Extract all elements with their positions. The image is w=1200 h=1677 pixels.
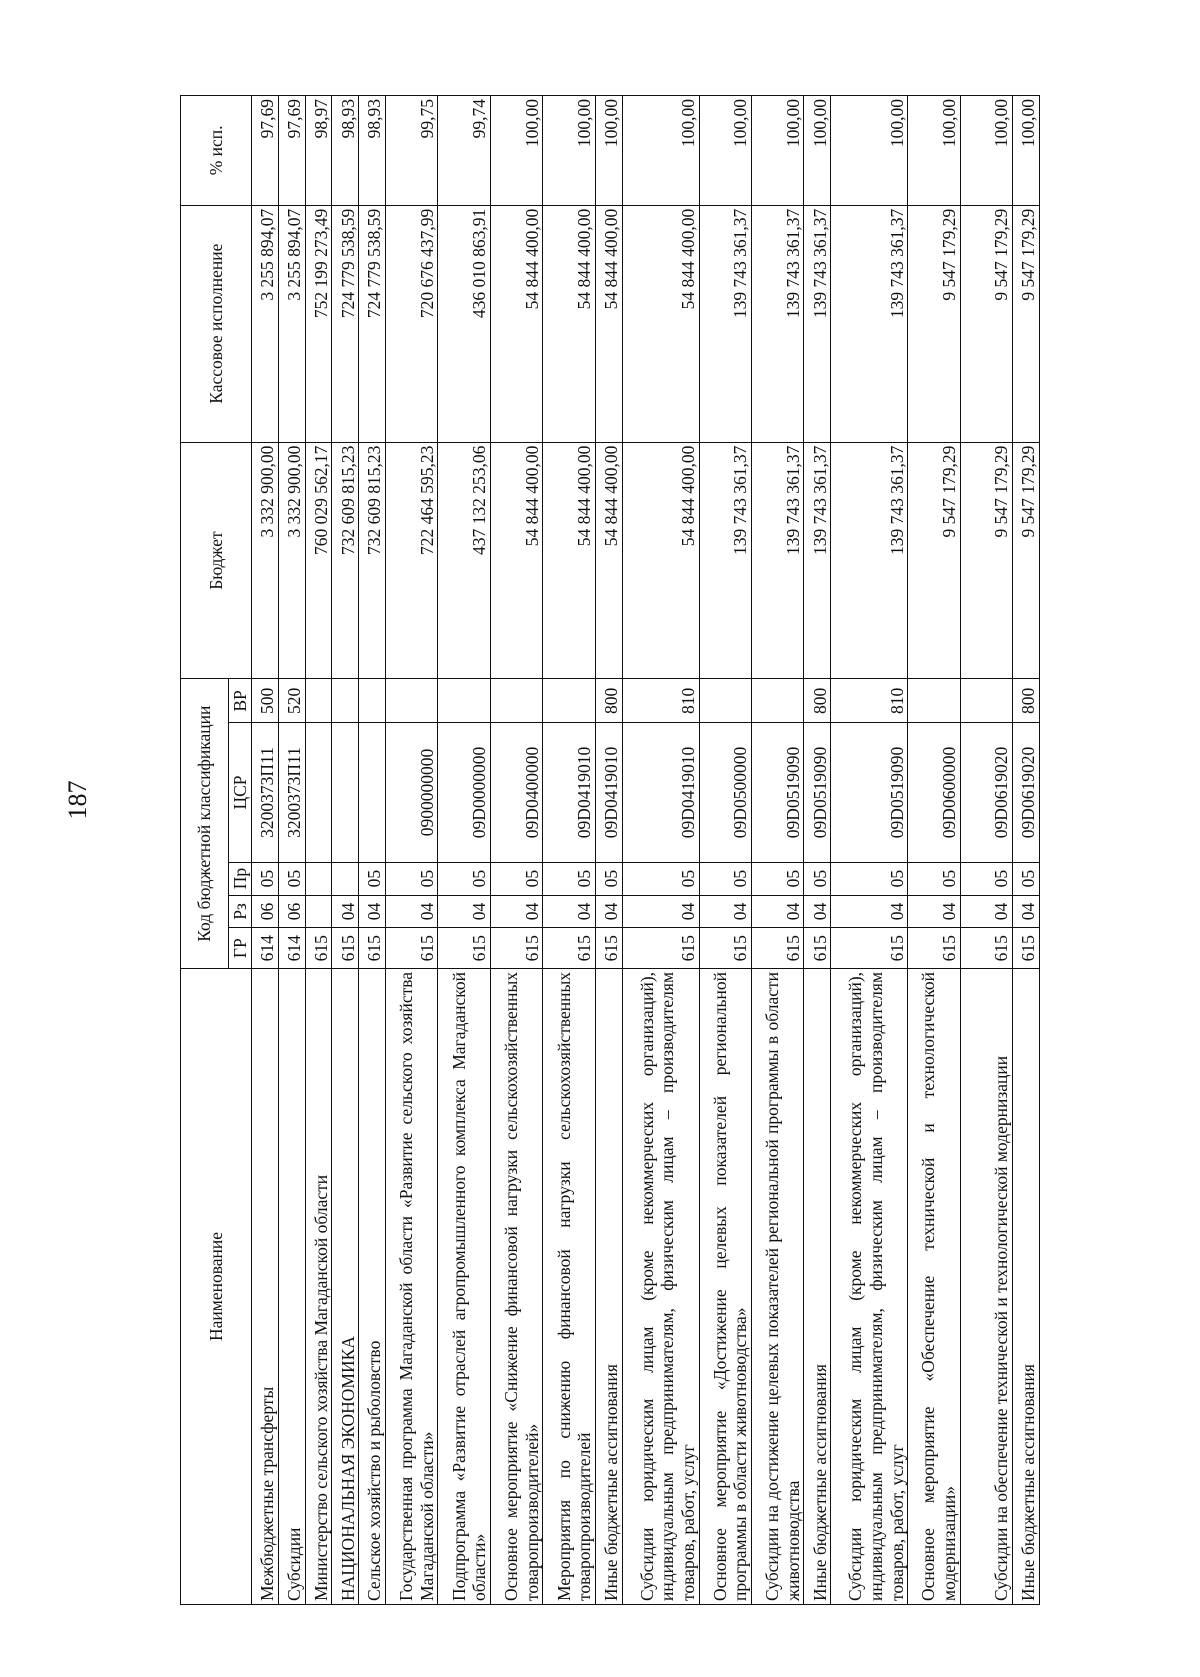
cell-budget: 732 609 815,23: [359, 442, 386, 679]
cell-vr: 500: [252, 679, 279, 723]
cell-budget: 9 547 179,29: [1013, 442, 1040, 679]
cell-gr: 615: [908, 928, 960, 969]
cell-csr: [305, 723, 332, 862]
table-body: [252, 96, 1040, 1605]
cell-csr: 09D0000000: [438, 723, 490, 862]
cell-cash: 3 255 894,07: [252, 205, 279, 442]
cell-cash: 139 743 361,37: [751, 205, 803, 442]
cell-pct: 98,97: [305, 96, 332, 206]
table-row: [831, 96, 908, 1605]
cell-name: Субсидии юридическим лицам (кроме некоммерческих организаций), индивидуальным предпринимателям, физическим лицам – производителям товаров, работ, услуг: [831, 968, 908, 1604]
cell-name: Государственная программа Магаданской области «Развитие сельского хозяйства Магаданской области»: [385, 968, 437, 1604]
cell-name: Межбюджетные трансферты: [252, 968, 279, 1604]
table-row: [359, 96, 386, 1605]
table-row: [595, 96, 622, 1605]
cell-csr: [359, 723, 386, 862]
cell-cash: 3 255 894,07: [278, 205, 305, 442]
rotated-table-container: [180, 95, 1040, 1605]
cell-pct: 97,69: [278, 96, 305, 206]
cell-name: Основное мероприятие «Достижение целевых показателей региональной программы в области животноводства»: [699, 968, 751, 1604]
cell-name: Субсидии юридическим лицам (кроме некоммерческих организаций), индивидуальным предпринимателям, физическим лицам – производителям товаров, работ, услуг: [622, 968, 699, 1604]
cell-cash: 720 676 437,99: [385, 205, 437, 442]
cell-name: Основное мероприятие «Обеспечение технической и технологической модернизации»: [908, 968, 960, 1604]
cell-name: Подпрограмма «Развитие отраслей агропромышленного комплекса Магаданской области»: [438, 968, 490, 1604]
cell-csr: 09D0419010: [622, 723, 699, 862]
cell-budget: 54 844 400,00: [622, 442, 699, 679]
cell-gr: 615: [305, 928, 332, 969]
cell-name: Субсидии на обеспечение технической и технологической модернизации: [960, 968, 1012, 1604]
table-row: [908, 96, 960, 1605]
cell-pr: 05: [804, 862, 831, 895]
cell-rz: 04: [831, 895, 908, 928]
cell-name: Министерство сельского хозяйства Магаданской области: [305, 968, 332, 1604]
cell-vr: [908, 679, 960, 723]
cell-rz: 04: [332, 895, 359, 928]
table-row: [622, 96, 699, 1605]
table-row: [278, 96, 305, 1605]
cell-name: Иные бюджетные ассигнования: [804, 968, 831, 1604]
header-pct: % исп.: [181, 96, 252, 206]
cell-gr: 615: [831, 928, 908, 969]
cell-pct: 99,74: [438, 96, 490, 206]
cell-csr: 0900000000: [385, 723, 437, 862]
cell-cash: 139 743 361,37: [699, 205, 751, 442]
cell-budget: 722 464 595,23: [385, 442, 437, 679]
header-budget: Бюджет: [181, 442, 252, 679]
table-row: [960, 96, 1012, 1605]
cell-rz: 04: [699, 895, 751, 928]
cell-budget: 139 743 361,37: [699, 442, 751, 679]
cell-vr: 810: [622, 679, 699, 723]
table-row: [490, 96, 542, 1605]
cell-gr: 615: [622, 928, 699, 969]
cell-pr: 05: [359, 862, 386, 895]
cell-csr: 3200373П11: [252, 723, 279, 862]
cell-csr: 3200373П11: [278, 723, 305, 862]
cell-pct: 100,00: [595, 96, 622, 206]
cell-gr: 615: [595, 928, 622, 969]
cell-rz: 04: [438, 895, 490, 928]
cell-pr: 05: [1013, 862, 1040, 895]
cell-csr: 09D0600000: [908, 723, 960, 862]
cell-gr: 615: [699, 928, 751, 969]
cell-gr: 615: [438, 928, 490, 969]
cell-rz: 04: [490, 895, 542, 928]
cell-budget: 54 844 400,00: [543, 442, 595, 679]
header-rz: Рз: [229, 895, 252, 928]
cell-name: Основное мероприятие «Снижение финансовой нагрузки сельскохозяйственных товаропроизводителей»: [490, 968, 542, 1604]
cell-budget: 3 332 900,00: [278, 442, 305, 679]
cell-rz: 04: [804, 895, 831, 928]
cell-cash: 752 199 273,49: [305, 205, 332, 442]
cell-pct: 98,93: [359, 96, 386, 206]
cell-vr: [699, 679, 751, 723]
table-row: [385, 96, 437, 1605]
cell-rz: 04: [385, 895, 437, 928]
table-row: [751, 96, 803, 1605]
cell-rz: 06: [278, 895, 305, 928]
cell-vr: [385, 679, 437, 723]
page-number: 187: [63, 780, 92, 820]
budget-table: [180, 95, 1040, 1605]
cell-pct: 100,00: [960, 96, 1012, 206]
header-code-group: Код бюджетной классификации: [181, 679, 229, 969]
cell-vr: [438, 679, 490, 723]
cell-gr: 615: [751, 928, 803, 969]
cell-pct: 100,00: [751, 96, 803, 206]
cell-rz: 04: [359, 895, 386, 928]
cell-vr: [960, 679, 1012, 723]
cell-cash: 9 547 179,29: [1013, 205, 1040, 442]
cell-pr: 05: [595, 862, 622, 895]
cell-vr: [751, 679, 803, 723]
cell-csr: 09D0519090: [831, 723, 908, 862]
cell-pr: 05: [699, 862, 751, 895]
cell-vr: 800: [1013, 679, 1040, 723]
cell-budget: 54 844 400,00: [595, 442, 622, 679]
cell-csr: 09D0619020: [960, 723, 1012, 862]
table-row: [1013, 96, 1040, 1605]
cell-cash: 54 844 400,00: [595, 205, 622, 442]
table-row: [332, 96, 359, 1605]
cell-pct: 100,00: [831, 96, 908, 206]
cell-vr: [490, 679, 542, 723]
cell-pr: [332, 862, 359, 895]
cell-gr: 614: [252, 928, 279, 969]
cell-cash: 139 743 361,37: [804, 205, 831, 442]
cell-pr: [305, 862, 332, 895]
cell-budget: 3 332 900,00: [252, 442, 279, 679]
cell-csr: 09D0400000: [490, 723, 542, 862]
cell-pr: 05: [908, 862, 960, 895]
cell-rz: 04: [1013, 895, 1040, 928]
cell-pct: 100,00: [908, 96, 960, 206]
cell-rz: 04: [595, 895, 622, 928]
cell-pr: 05: [490, 862, 542, 895]
cell-gr: 615: [332, 928, 359, 969]
cell-cash: 724 779 538,59: [359, 205, 386, 442]
cell-rz: 04: [751, 895, 803, 928]
cell-gr: 615: [543, 928, 595, 969]
cell-name: НАЦИОНАЛЬНАЯ ЭКОНОМИКА: [332, 968, 359, 1604]
cell-name: Иные бюджетные ассигнования: [595, 968, 622, 1604]
cell-pr: 05: [438, 862, 490, 895]
cell-csr: [332, 723, 359, 862]
table-row: [804, 96, 831, 1605]
cell-pct: 100,00: [543, 96, 595, 206]
cell-pr: 05: [960, 862, 1012, 895]
table-header: [181, 96, 252, 1605]
cell-vr: 800: [804, 679, 831, 723]
header-vr: ВР: [229, 679, 252, 723]
cell-vr: 810: [831, 679, 908, 723]
table-row: [305, 96, 332, 1605]
header-name: Наименование: [181, 968, 252, 1604]
cell-gr: 615: [960, 928, 1012, 969]
cell-budget: 139 743 361,37: [804, 442, 831, 679]
cell-pct: 97,69: [252, 96, 279, 206]
cell-rz: 04: [622, 895, 699, 928]
cell-budget: 732 609 815,23: [332, 442, 359, 679]
cell-name: Сельское хозяйство и рыболовство: [359, 968, 386, 1604]
cell-gr: 615: [385, 928, 437, 969]
cell-rz: 04: [960, 895, 1012, 928]
cell-name: Субсидии: [278, 968, 305, 1604]
cell-rz: 04: [543, 895, 595, 928]
cell-name: Субсидии на достижение целевых показателей региональной программы в области животноводства: [751, 968, 803, 1604]
cell-pr: 05: [385, 862, 437, 895]
table-row: [543, 96, 595, 1605]
cell-budget: 139 743 361,37: [831, 442, 908, 679]
table-row: [252, 96, 279, 1605]
cell-vr: 800: [595, 679, 622, 723]
cell-cash: 54 844 400,00: [622, 205, 699, 442]
header-pr: Пр: [229, 862, 252, 895]
cell-pct: 100,00: [1013, 96, 1040, 206]
cell-rz: 06: [252, 895, 279, 928]
cell-pr: 05: [831, 862, 908, 895]
cell-csr: 09D0519090: [751, 723, 803, 862]
cell-pct: 100,00: [699, 96, 751, 206]
table-row: [699, 96, 751, 1605]
cell-name: Мероприятия по снижению финансовой нагрузки сельскохозяйственных товаропроизводителей: [543, 968, 595, 1604]
cell-cash: 9 547 179,29: [960, 205, 1012, 442]
cell-gr: 615: [359, 928, 386, 969]
cell-cash: 9 547 179,29: [908, 205, 960, 442]
cell-gr: 614: [278, 928, 305, 969]
cell-cash: 724 779 538,59: [332, 205, 359, 442]
cell-csr: 09D0519090: [804, 723, 831, 862]
cell-pct: 99,75: [385, 96, 437, 206]
cell-budget: 54 844 400,00: [490, 442, 542, 679]
cell-rz: [305, 895, 332, 928]
cell-pr: 05: [751, 862, 803, 895]
cell-pct: 100,00: [490, 96, 542, 206]
cell-csr: 09D0619020: [1013, 723, 1040, 862]
cell-cash: 54 844 400,00: [543, 205, 595, 442]
cell-cash: 436 010 863,91: [438, 205, 490, 442]
cell-vr: [543, 679, 595, 723]
cell-name: Иные бюджетные ассигнования: [1013, 968, 1040, 1604]
cell-cash: 139 743 361,37: [831, 205, 908, 442]
cell-pct: 100,00: [804, 96, 831, 206]
cell-vr: [332, 679, 359, 723]
cell-gr: 615: [1013, 928, 1040, 969]
header-csr: ЦСР: [229, 723, 252, 862]
cell-budget: 437 132 253,06: [438, 442, 490, 679]
cell-csr: 09D0419010: [543, 723, 595, 862]
cell-budget: 760 029 562,17: [305, 442, 332, 679]
cell-csr: 09D0419010: [595, 723, 622, 862]
cell-pr: 05: [278, 862, 305, 895]
cell-vr: 520: [278, 679, 305, 723]
cell-pr: 05: [543, 862, 595, 895]
cell-pr: 05: [622, 862, 699, 895]
cell-pct: 100,00: [622, 96, 699, 206]
table-row: [438, 96, 490, 1605]
cell-pct: 98,93: [332, 96, 359, 206]
cell-gr: 615: [804, 928, 831, 969]
cell-gr: 615: [490, 928, 542, 969]
cell-vr: [359, 679, 386, 723]
cell-rz: 04: [908, 895, 960, 928]
header-cash: Кассовое исполнение: [181, 205, 252, 442]
cell-budget: 9 547 179,29: [960, 442, 1012, 679]
cell-csr: 09D0500000: [699, 723, 751, 862]
cell-budget: 9 547 179,29: [908, 442, 960, 679]
cell-vr: [305, 679, 332, 723]
cell-budget: 139 743 361,37: [751, 442, 803, 679]
cell-cash: 54 844 400,00: [490, 205, 542, 442]
cell-pr: 05: [252, 862, 279, 895]
header-gr: ГР: [229, 928, 252, 969]
